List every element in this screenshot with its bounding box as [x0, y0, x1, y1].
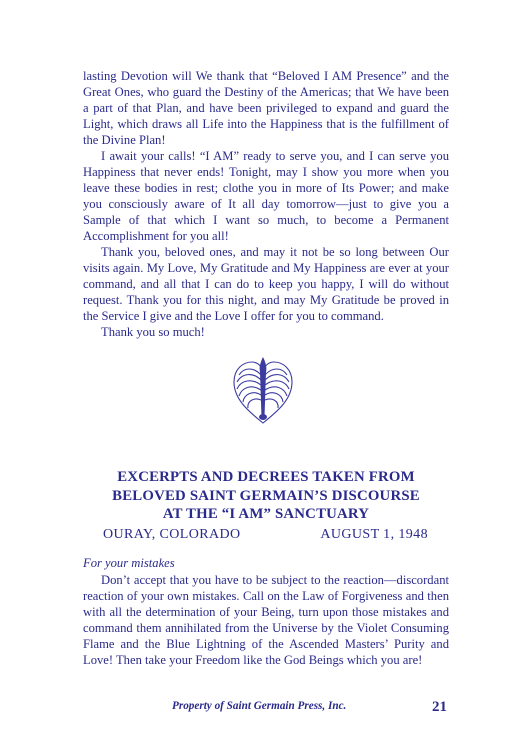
heading-line: BELOVED SAINT GERMAIN’S DISCOURSE [112, 487, 420, 504]
paragraph: Thank you, beloved ones, and may it not be so long between Our visits again. My Love, My Gratitude and My Happiness are ever at your command, and all that I can do to keep you happy, I will do without request. Thank you for this night, and may My Gratitude be proved in the Service I give and the Love I offer for you to command. [83, 245, 449, 323]
section-heading [80, 468, 452, 524]
subheading: For your mistakes [83, 556, 175, 570]
discourse-text-top [83, 68, 449, 340]
location: OURAY, COLORADO [103, 527, 241, 542]
winged-heart-emblem-icon [228, 355, 298, 427]
date: AUGUST 1, 1948 [320, 527, 428, 542]
paragraph: lasting Devotion will We thank that “Beloved I AM Presence” and the Great Ones, who guard the Destiny of the Americas; that We have been a part of that Plan, and have been privileged to expand and guard the Light, which draws all Life into the Happiness that is the fulfillment of the Divine Plan! [83, 69, 449, 147]
paragraph: Thank you so much! [101, 325, 205, 339]
page-number: 21 [432, 699, 447, 715]
heading-line: EXCERPTS AND DECREES TAKEN FROM [117, 469, 415, 485]
paragraph: I await your calls! “I AM” ready to serve you, and I can serve you Happiness that never ends! Tonight, may I show you more when you leave these bodies in rest; clothe you in more of Its Power; and make you consciously aware of It all day tomorrow—just to give you a Sample of that which I want so much, to become a Permanent Accomplishment for you all! [83, 149, 449, 243]
paragraph: Don’t accept that you have to be subject to the reaction—discordant reaction of your own mistakes. Call on the Law of Forgiveness and then with all the determination of your Being, turn upon those mistakes and command them annihilated from the Universe by the Violet Consuming Flame and the Blue Lightning of the Ascended Masters’ Purity and Love! Then take your Freedom like the God Beings which you are! [83, 573, 449, 667]
publisher-footer: Property of Saint Germain Press, Inc. [172, 700, 347, 712]
heading-line: AT THE “I AM” SANCTUARY [162, 506, 370, 522]
location-date-line [103, 527, 428, 543]
discourse-text-bottom [83, 572, 449, 668]
